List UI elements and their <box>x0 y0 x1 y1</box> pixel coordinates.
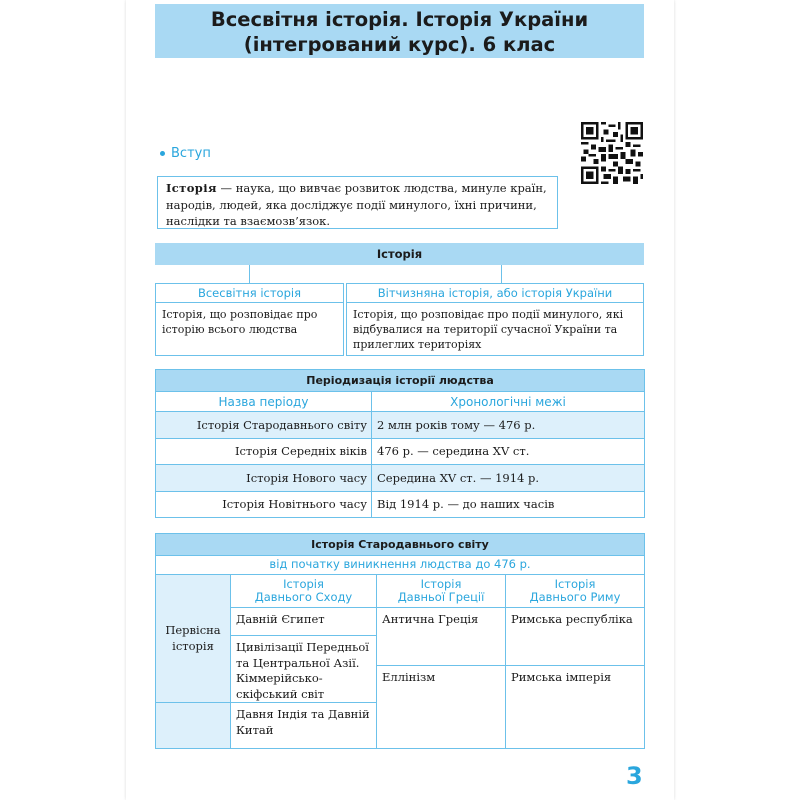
qr-code-icon[interactable] <box>581 122 643 184</box>
column-header-line: Давнього Риму <box>529 590 621 604</box>
column-header-line: Давньої Греції <box>397 590 485 604</box>
east-cell: Давній Єгипет <box>231 608 377 636</box>
table-row <box>156 465 645 492</box>
ancient-world-table <box>155 533 645 749</box>
world-history-title: Всесвітня історія <box>156 284 343 303</box>
intro-bullet <box>160 146 211 161</box>
column-header-rome <box>506 575 645 608</box>
column-header-east <box>231 575 377 608</box>
table-row <box>156 412 645 439</box>
east-cell: Давня Індія та Давній Китай <box>231 703 377 749</box>
column-header-greece <box>377 575 506 608</box>
national-history-text: Історія, що розповідає про події минулого, які відбувалися на території сучасної України та прилеглих територіях <box>353 308 624 351</box>
column-header-line: Давнього Сходу <box>254 590 353 604</box>
page-title-line1: Всесвітня історія. Історія України <box>210 8 589 31</box>
history-heading: Історія <box>155 243 644 265</box>
period-chronology: Середина XV ст. — 1914 р. <box>372 465 645 492</box>
national-history-box <box>346 283 644 356</box>
connector-line <box>501 265 502 283</box>
rome-cell: Римська імперія <box>506 666 645 749</box>
period-chronology: 476 р. — середина XV ст. <box>372 438 645 465</box>
period-name: Історія Новітнього часу <box>156 491 372 518</box>
world-history-box <box>155 283 344 356</box>
connector-line <box>249 265 250 283</box>
period-chronology: Від 1914 р. — до наших часів <box>372 491 645 518</box>
table-row <box>156 438 645 465</box>
primitive-history-cell-extension <box>156 703 231 749</box>
ancient-subtitle: від початку виникнення людства до 476 р. <box>156 556 645 575</box>
table-row <box>156 491 645 518</box>
column-header-chronology: Хронологічні межі <box>372 392 645 412</box>
world-history-text: Історія, що розповідає про історію всього людства <box>162 308 318 336</box>
period-name: Історія Нового часу <box>156 465 372 492</box>
column-header-line: Історія <box>283 577 324 591</box>
period-name: Історія Стародавнього світу <box>156 412 372 439</box>
periodization-table <box>155 369 645 518</box>
period-name: Історія Середніх віків <box>156 438 372 465</box>
intro-label: Вступ <box>171 146 211 161</box>
page-number: 3 <box>626 762 643 790</box>
east-cell: Цивілізації Передньої та Центральної Азії. Кіммерійсько-скіфський світ <box>231 636 377 703</box>
column-header-line: Історія <box>420 577 462 591</box>
greece-cell: Антична Греція <box>377 608 506 666</box>
national-history-title: Вітчизняна історія, або історія України <box>347 284 643 303</box>
greece-cell: Еллінізм <box>377 666 506 749</box>
primitive-history-cell: Первісна історія <box>156 575 231 703</box>
page <box>126 0 674 800</box>
definition-box <box>157 176 558 229</box>
period-chronology: 2 млн років тому — 476 р. <box>372 412 645 439</box>
rome-cell: Римська республіка <box>506 608 645 666</box>
page-title <box>155 4 644 58</box>
column-header-line: Історія <box>554 577 596 591</box>
page-title-line2: (інтегрований курс). 6 клас <box>243 33 556 56</box>
ancient-caption: Історія Стародавнього світу <box>156 534 645 556</box>
definition-term: Історія <box>166 181 217 195</box>
bullet-icon <box>160 151 165 156</box>
definition-text: — наука, що вивчає розвиток людства, минуле країн, народів, людей, яка досліджує події минулого, їхні причини, наслідки та взаємозв’язок. <box>166 181 547 228</box>
column-header-period: Назва періоду <box>156 392 372 412</box>
periodization-caption: Періодизація історії людства <box>156 370 645 392</box>
